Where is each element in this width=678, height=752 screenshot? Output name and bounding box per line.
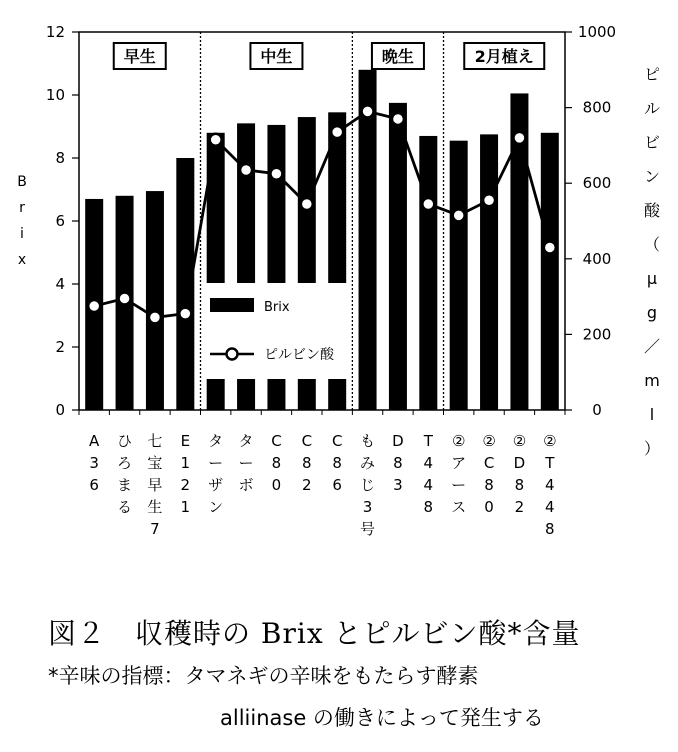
right-axis-label-char: ） xyxy=(643,439,661,458)
legend-label-pyruvic: ピルビン酸 xyxy=(264,347,334,363)
right-axis-label-char: m xyxy=(644,371,660,390)
category-label-char: ザ xyxy=(208,476,224,494)
right-axis-label-char: ／ xyxy=(643,337,661,356)
category-label-char: T xyxy=(423,432,433,450)
category-label-char: C xyxy=(301,432,313,450)
pyruvic-point xyxy=(331,126,343,138)
bar xyxy=(389,103,407,410)
category-label-char: 8 xyxy=(484,476,494,494)
category-label-char: ② xyxy=(543,432,557,450)
pyruvic-point xyxy=(210,134,222,146)
left-tick-label: 10 xyxy=(45,86,65,104)
category-label-char: ま xyxy=(117,476,133,494)
category-label-char: 8 xyxy=(302,454,312,472)
category-label-char: 3 xyxy=(393,476,403,494)
legend-label-brix: Brix xyxy=(264,300,290,315)
category-label-char: 8 xyxy=(423,498,434,516)
pyruvic-point xyxy=(179,308,191,320)
category-label-char: C xyxy=(331,432,343,450)
category-label-char: 早 xyxy=(147,476,163,494)
group-label: 晩生 xyxy=(381,47,414,66)
category-label-char: T xyxy=(545,454,555,472)
pyruvic-point xyxy=(544,241,556,253)
category-label-char: 4 xyxy=(423,476,434,494)
category-label-char: 4 xyxy=(545,476,555,494)
category-label-char: ー xyxy=(238,454,254,472)
left-tick-label: 4 xyxy=(55,275,65,293)
left-axis-label-char: x xyxy=(17,252,27,268)
bar xyxy=(450,141,468,410)
group-label: 中生 xyxy=(260,47,293,66)
pyruvic-point xyxy=(88,300,100,312)
category-label-char: ー xyxy=(208,454,224,472)
pyruvic-point xyxy=(422,198,434,210)
category-label-char: 1 xyxy=(180,454,191,472)
category-label-char: 4 xyxy=(423,454,434,472)
left-tick-label: 0 xyxy=(55,401,65,419)
right-axis-label-char: ビ xyxy=(643,133,661,152)
pyruvic-point xyxy=(149,311,161,323)
pyruvic-point xyxy=(119,292,131,304)
pyruvic-point xyxy=(362,105,374,117)
legend-swatch-marker xyxy=(227,349,238,360)
legend-background xyxy=(205,283,347,379)
pyruvic-point xyxy=(453,209,465,221)
category-label-char: る xyxy=(117,498,133,516)
pyruvic-point xyxy=(513,132,525,144)
left-axis-label-char: r xyxy=(19,200,25,216)
category-label-char: 8 xyxy=(393,454,403,472)
group-label: 2月植え xyxy=(474,47,534,66)
category-label-char: 8 xyxy=(271,454,282,472)
figure-caption: 図２ 収穫時の Brix とピルビン酸*含量 xyxy=(48,617,581,650)
category-label-char: 7 xyxy=(150,520,160,538)
category-label-char: 8 xyxy=(514,476,525,494)
pyruvic-point xyxy=(392,113,404,125)
category-label-char: 2 xyxy=(180,476,191,494)
left-tick-label: 8 xyxy=(55,149,65,167)
left-tick-label: 6 xyxy=(55,212,65,230)
category-label-char: ② xyxy=(482,432,496,450)
category-label-char: 8 xyxy=(332,454,342,472)
right-axis-label-char: （ xyxy=(643,235,661,254)
category-label-char: 6 xyxy=(332,476,342,494)
footnote-line-2: alliinase の働きによって発生する xyxy=(220,706,544,730)
bar xyxy=(359,70,377,410)
category-label-char: 0 xyxy=(484,498,494,516)
category-label-char: ② xyxy=(512,432,527,450)
left-tick-label: 2 xyxy=(55,338,65,356)
category-label-char: ー xyxy=(451,476,467,494)
category-label-char: 3 xyxy=(362,498,373,516)
pyruvic-point xyxy=(270,168,282,180)
right-tick-label: 1000 xyxy=(577,23,617,41)
right-axis-label-char: l xyxy=(649,405,655,424)
category-label-char: C xyxy=(483,454,495,472)
category-label-char: ン xyxy=(208,498,224,516)
category-label-char: 0 xyxy=(271,476,282,494)
left-tick-label: 12 xyxy=(45,23,65,41)
group-label: 早生 xyxy=(123,47,156,66)
category-label-char: 七 xyxy=(147,432,163,450)
right-axis-label-char: g xyxy=(646,303,658,322)
category-label-char: A xyxy=(89,432,100,450)
right-axis-label-char: ル xyxy=(643,99,661,118)
bar xyxy=(419,136,437,410)
category-label-char: 6 xyxy=(89,476,99,494)
category-label-char: ひ xyxy=(117,432,133,450)
bar xyxy=(146,191,164,410)
bar xyxy=(480,134,498,410)
right-axis-label-char: ン xyxy=(643,167,661,186)
pyruvic-point xyxy=(240,164,252,176)
category-label-char: ス xyxy=(451,498,467,516)
category-label-char: 3 xyxy=(89,454,99,472)
right-tick-label: 0 xyxy=(592,401,602,419)
category-label-char: 1 xyxy=(180,498,191,516)
right-tick-label: 600 xyxy=(582,174,612,193)
right-tick-label: 400 xyxy=(582,249,612,268)
category-label-char: 号 xyxy=(360,520,376,538)
category-label-char: ア xyxy=(451,454,467,472)
category-label-char: タ xyxy=(208,432,224,450)
left-axis-label-char: i xyxy=(20,226,24,242)
left-axis-label-char: B xyxy=(17,174,27,190)
right-axis-label-char: ピ xyxy=(643,65,661,84)
legend-swatch-brix xyxy=(210,298,254,312)
footnote-line-1: *辛味の指標：タマネギの辛味をもたらす酵素 xyxy=(48,664,479,688)
category-label-char: 8 xyxy=(545,520,555,538)
category-label-char: ② xyxy=(451,432,466,450)
category-label-char: 宝 xyxy=(147,454,163,472)
category-label-char: タ xyxy=(238,432,254,450)
category-label-char: 2 xyxy=(514,498,525,516)
category-label-char: E xyxy=(180,432,191,450)
category-label-char: じ xyxy=(360,476,376,494)
right-axis-label-char: 酸 xyxy=(643,201,661,220)
category-label-char: ボ xyxy=(238,476,254,494)
category-label-char: ろ xyxy=(117,454,133,472)
pyruvic-point xyxy=(301,198,313,210)
category-label-char: 生 xyxy=(147,498,163,516)
right-tick-label: 200 xyxy=(582,325,612,344)
category-label-char: も xyxy=(360,432,376,450)
category-label-char: み xyxy=(360,454,376,472)
category-label-char: D xyxy=(513,454,526,472)
category-label-char: C xyxy=(271,432,282,450)
category-label-char: D xyxy=(392,432,404,450)
right-tick-label: 800 xyxy=(582,98,612,117)
right-axis-label-char: μ xyxy=(646,269,658,288)
bar xyxy=(541,133,559,410)
category-label-char: 2 xyxy=(302,476,312,494)
pyruvic-point xyxy=(483,194,495,206)
category-label-char: 4 xyxy=(545,498,555,516)
